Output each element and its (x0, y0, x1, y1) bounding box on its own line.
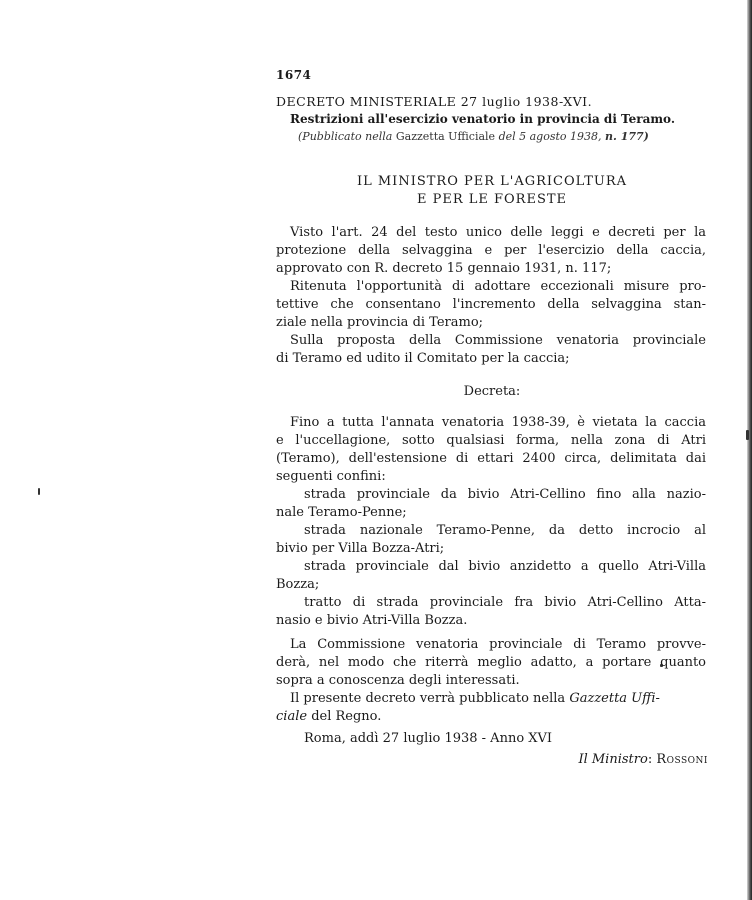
body-line: e l'uccellagione, sotto qualsiasi forma, nella zona di Atri (276, 433, 706, 448)
body-line (290, 690, 660, 708)
boundary-line: strada provinciale dal bivio anzidetto a quello Atri-Villa (304, 559, 706, 574)
scan-speck (746, 430, 749, 440)
boundary-line: tratto di strada provinciale fra bivio Atri-Cellino Atta- (304, 595, 706, 610)
date-line: Roma, addì 27 luglio 1938 - Anno XVI (304, 731, 553, 746)
boundary-line: strada nazionale Teramo-Penne, da detto incrocio al (304, 523, 706, 538)
body-line: Fino a tutta l'annata venatoria 1938-39, è vietata la caccia (290, 415, 706, 430)
gazette-name-cont: ciale (276, 709, 308, 724)
preamble-line: Ritenuta l'opportunità di adottare eccezionali misure pro- (290, 279, 706, 294)
preamble-line: Sulla proposta della Commissione venatoria provinciale (290, 333, 706, 348)
body-line: La Commissione venatoria provinciale di Teramo provve- (290, 637, 706, 652)
preamble-line: ziale nella provincia di Teramo; (276, 315, 484, 330)
minister-title-line-2: E PER LE FORESTE (416, 192, 568, 207)
boundary-line: nale Teramo-Penne; (276, 505, 407, 520)
boundary-line: nasio e bivio Atri-Villa Bozza. (276, 613, 468, 628)
boundary-line: strada provinciale da bivio Atri-Cellino fino alla nazio- (304, 487, 706, 502)
signature-role: Il Ministro (578, 752, 648, 767)
boundary-line: bivio per Villa Bozza-Atri; (276, 541, 445, 556)
body-text: Il presente decreto verrà pubblicato nella (290, 691, 566, 706)
signature-name: Rossoni (656, 752, 708, 767)
preamble-line: protezione della selvaggina e per l'esercizio della caccia, (276, 243, 706, 258)
decree-subject: Restrizioni all'esercizio venatorio in provincia di Teramo. (290, 112, 676, 126)
publication-date: del 5 agosto 1938, (498, 130, 602, 143)
scan-speck (38, 488, 40, 495)
decree-heading: DECRETO MINISTERIALE 27 luglio 1938-XVI. (276, 94, 593, 109)
minister-title-line-1: IL MINISTRO PER L'AGRICOLTURA (356, 174, 628, 189)
signature-sep: : (647, 752, 653, 767)
boundary-line: Bozza; (276, 577, 320, 592)
preamble-line: di Teramo ed udito il Comitato per la caccia; (276, 351, 570, 366)
page-edge-shadow (747, 0, 752, 900)
signature (578, 752, 708, 767)
preamble-line: tettive che consentano l'incremento della selvaggina stan- (276, 297, 706, 312)
gazette-name: Gazzetta Uffi- (569, 691, 660, 706)
body-text: del Regno. (311, 709, 382, 724)
publication-gazette: Gazzetta Ufficiale (395, 130, 496, 143)
publication-prefix: (Pubblicato nella (298, 130, 393, 143)
body-line: sopra a conoscenza degli interessati. (276, 673, 520, 688)
body-line: derà, nel modo che riterrà meglio adatto, a portare quanto (276, 655, 706, 670)
page-number: 1674 (276, 68, 312, 82)
preamble-line: approvato con R. decreto 15 gennaio 1931, n. 117; (276, 261, 612, 276)
decreta-heading: Decreta: (463, 384, 521, 399)
publication-number: n. 177) (605, 130, 649, 143)
body-line: (Teramo), dell'estensione di ettari 2400 circa, delimitata dai (276, 451, 706, 466)
body-line: seguenti confini: (276, 469, 386, 484)
publication-note (298, 130, 649, 143)
preamble-line: Visto l'art. 24 del testo unico delle leggi e decreti per la (290, 225, 706, 240)
body-line (276, 708, 381, 726)
